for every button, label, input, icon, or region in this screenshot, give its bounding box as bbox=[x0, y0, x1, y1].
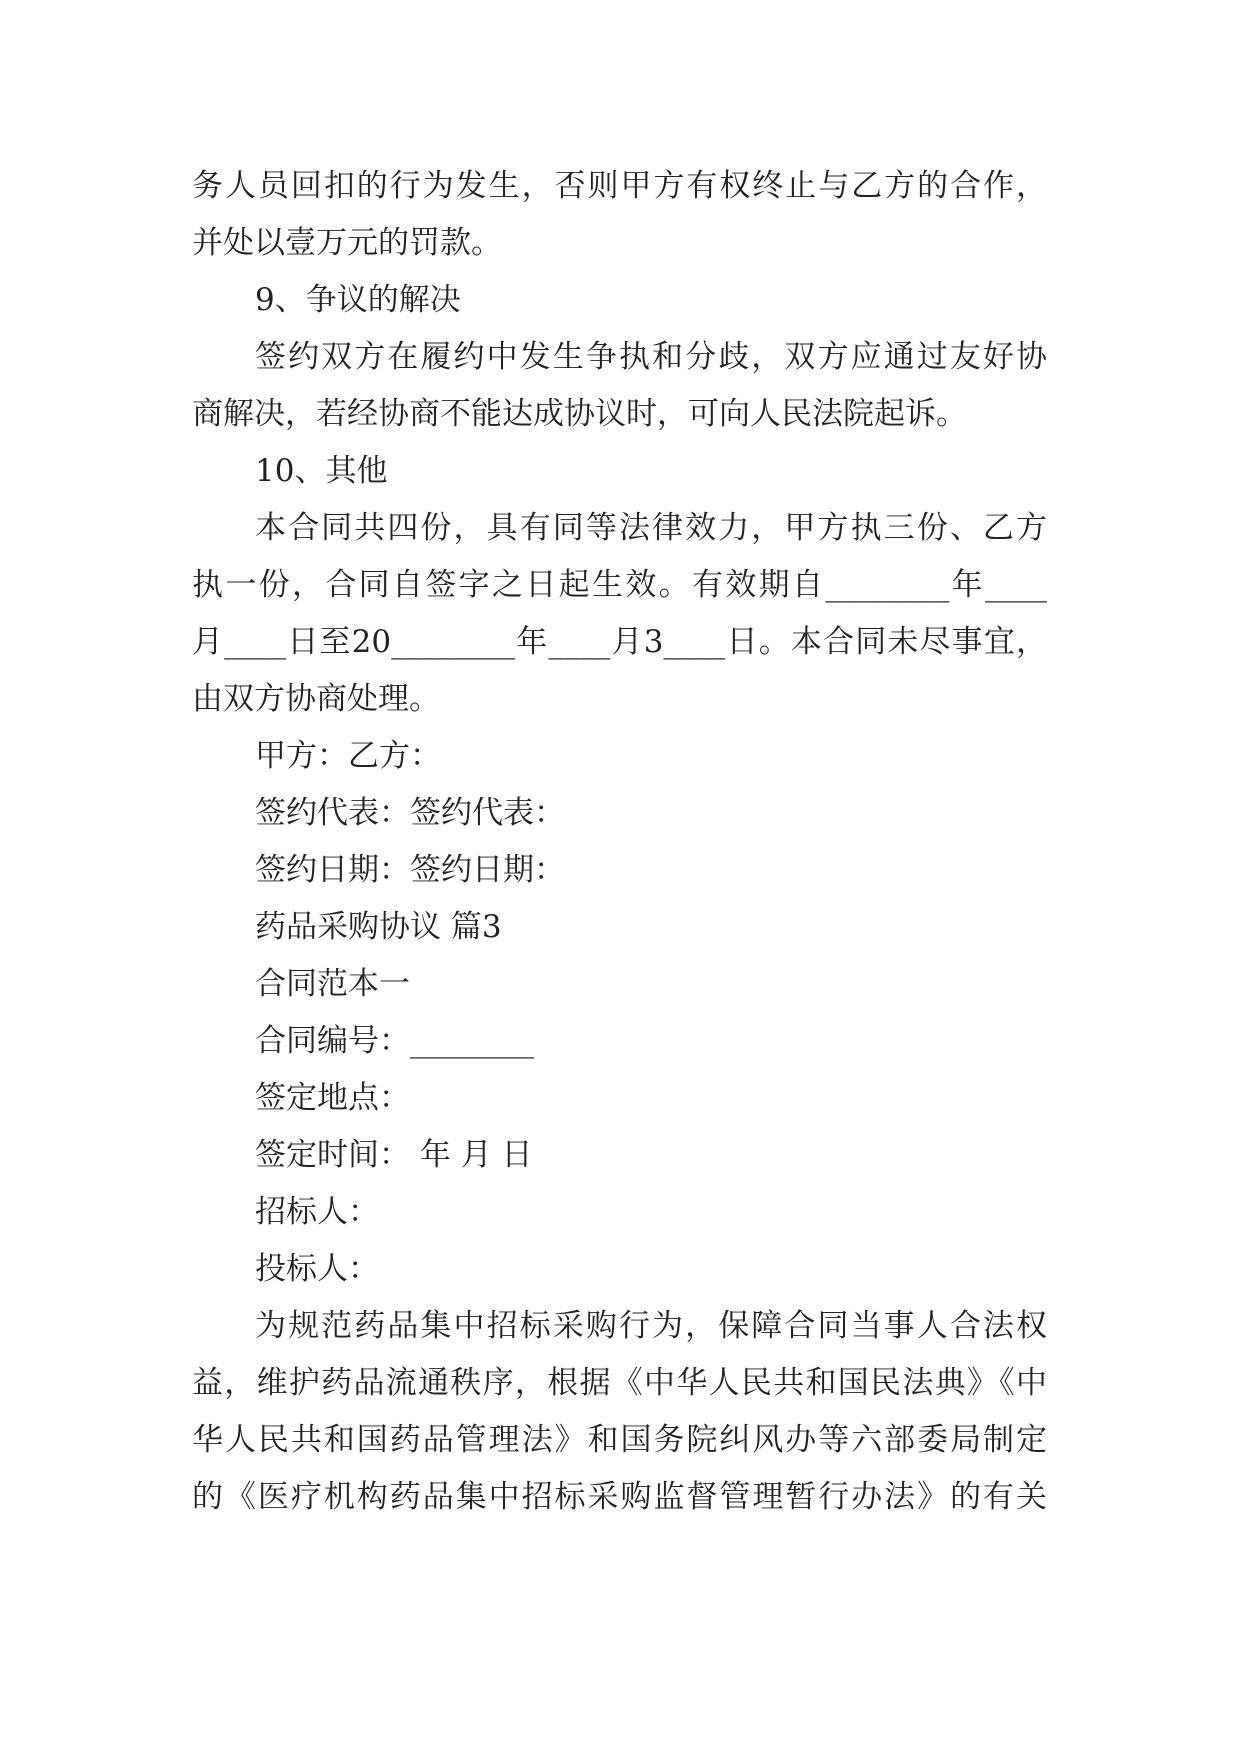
section-heading: 10、其他 bbox=[255, 453, 388, 489]
signing-place-field: 签定地点： bbox=[255, 1080, 410, 1116]
contract-template-title: 合同范本一 bbox=[255, 966, 410, 1002]
party-label-line: 甲方：乙方： bbox=[255, 738, 441, 774]
article-title: 药品采购协议 篇3 bbox=[255, 909, 502, 945]
body-text-line: 的《医疗机构药品集中招标采购监督管理暂行办法》的有关 bbox=[192, 1479, 1047, 1515]
body-text-line: 益，维护药品流通秩序，根据《中华人民共和国民法典》《中 bbox=[192, 1365, 1047, 1401]
body-text-line: 执一份，合同自签字之日起生效。有效期自________年____ bbox=[192, 567, 1047, 603]
contract-number-field: 合同编号：________ bbox=[255, 1023, 534, 1059]
bidder-field: 投标人： bbox=[255, 1251, 379, 1287]
body-text-line: 签约双方在履约中发生争执和分歧，双方应通过友好协 bbox=[255, 339, 1047, 375]
tenderer-field: 招标人： bbox=[255, 1194, 379, 1230]
body-text-line: 商解决，若经协商不能达成协议时，可向人民法院起诉。 bbox=[192, 396, 967, 432]
body-text-line: 务人员回扣的行为发生，否则甲方有权终止与乙方的合作， bbox=[192, 168, 1047, 204]
body-text-line: 华人民共和国药品管理法》和国务院纠风办等六部委局制定 bbox=[192, 1422, 1047, 1458]
body-text-line: 由双方协商处理。 bbox=[192, 681, 440, 717]
sign-date-label-line: 签约日期：签约日期： bbox=[255, 852, 565, 888]
body-text-line: 月____日至20________年____月3____日。本合同未尽事宜， bbox=[192, 624, 1047, 660]
body-text-line: 为规范药品集中招标采购行为，保障合同当事人合法权 bbox=[255, 1308, 1047, 1344]
body-text-line: 并处以壹万元的罚款。 bbox=[192, 225, 502, 261]
representative-label-line: 签约代表：签约代表： bbox=[255, 795, 565, 831]
body-text-line: 本合同共四份，具有同等法律效力，甲方执三份、乙方 bbox=[255, 510, 1047, 546]
signing-time-field: 签定时间： 年 月 日 bbox=[255, 1137, 533, 1173]
section-heading: 9、争议的解决 bbox=[255, 282, 461, 318]
